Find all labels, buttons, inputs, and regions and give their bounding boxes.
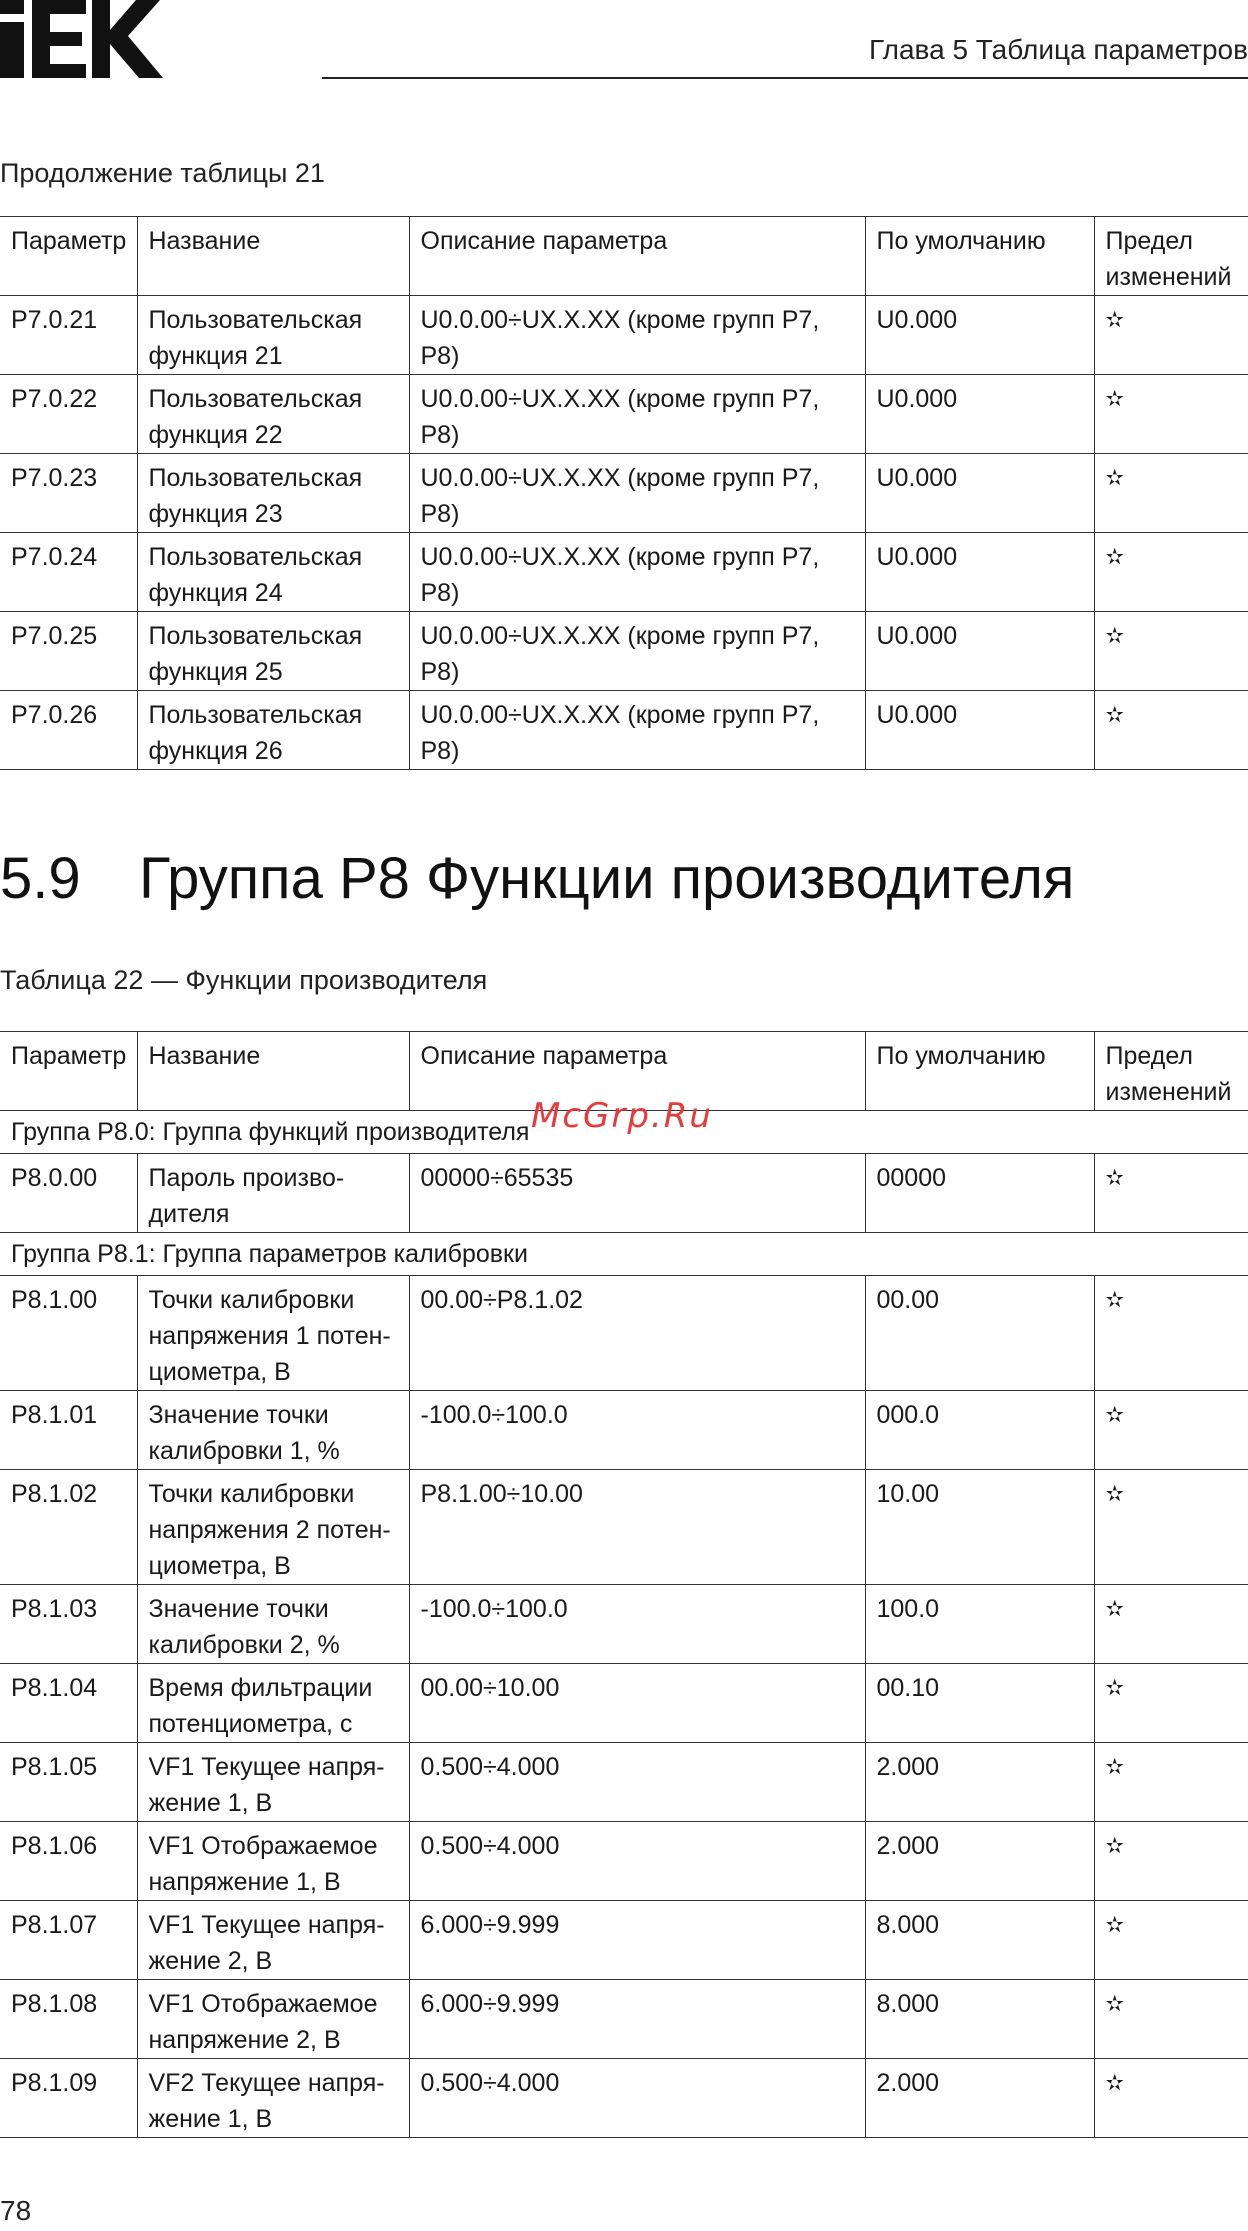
param-name: Пользовательская функция 21: [137, 296, 409, 375]
param-default: 2.000: [865, 1822, 1094, 1901]
param-code: P8.1.01: [0, 1391, 137, 1470]
section-title: Группа P8 Функции производителя: [139, 846, 1075, 911]
param-name: Пользовательская функция 26: [137, 691, 409, 770]
param-name: VF1 Отображаемое напряжение 1, В: [137, 1822, 409, 1901]
param-code: P8.1.04: [0, 1664, 137, 1743]
table22-caption: Таблица 22 — Функции производителя: [0, 965, 488, 995]
param-description: 6.000÷9.999: [409, 1901, 865, 1980]
param-default: 8.000: [865, 1901, 1094, 1980]
watermark-text: McGrp.Ru: [531, 1096, 713, 1136]
section-number: 5.9: [0, 846, 81, 911]
param-name: Пользовательская функция 22: [137, 375, 409, 454]
param-description: U0.0.00÷UX.X.XX (кроме групп P7, P8): [409, 296, 865, 375]
star-icon: ✫: [1094, 454, 1248, 533]
param-name: Пользовательская функция 25: [137, 612, 409, 691]
group-label: Группа P8.1: Группа параметров калибровки: [0, 1233, 1248, 1276]
param-code: P8.1.07: [0, 1901, 137, 1980]
table-row: [0, 454, 1248, 533]
param-description: 00000÷65535: [409, 1154, 865, 1233]
table-row: [0, 533, 1248, 612]
table-row: [0, 1664, 1248, 1743]
column-header: Параметр: [0, 1032, 137, 1111]
param-default: 2.000: [865, 1743, 1094, 1822]
param-description: P8.1.00÷10.00: [409, 1470, 865, 1585]
table21-header-row: [0, 217, 1248, 296]
table-row: [0, 1822, 1248, 1901]
param-code: P7.0.26: [0, 691, 137, 770]
param-name: VF1 Текущее напря-жение 1, В: [137, 1743, 409, 1822]
param-code: P8.1.00: [0, 1276, 137, 1391]
param-code: P7.0.21: [0, 296, 137, 375]
table-row: [0, 1585, 1248, 1664]
param-code: P8.1.08: [0, 1980, 137, 2059]
star-icon: ✫: [1094, 2059, 1248, 2138]
table-row: [0, 612, 1248, 691]
param-description: U0.0.00÷UX.X.XX (кроме групп P7, P8): [409, 612, 865, 691]
column-header: По умолчанию: [865, 217, 1094, 296]
param-default: U0.000: [865, 533, 1094, 612]
group-label: Группа P8.0: Группа функций производителя: [0, 1111, 1248, 1154]
star-icon: ✫: [1094, 1391, 1248, 1470]
param-name: Пароль произво-дителя: [137, 1154, 409, 1233]
param-default: 00.10: [865, 1664, 1094, 1743]
param-name: Точки калибровки напряжения 1 потен-циометра, В: [137, 1276, 409, 1391]
param-default: 000.0: [865, 1391, 1094, 1470]
param-description: 00.00÷P8.1.02: [409, 1276, 865, 1391]
table-row: [0, 2059, 1248, 2138]
column-header: Предел изменений: [1094, 217, 1248, 296]
param-default: 100.0: [865, 1585, 1094, 1664]
param-description: U0.0.00÷UX.X.XX (кроме групп P7, P8): [409, 375, 865, 454]
star-icon: ✫: [1094, 1154, 1248, 1233]
param-name: VF1 Отображаемое напряжение 2, В: [137, 1980, 409, 2059]
param-code: P7.0.24: [0, 533, 137, 612]
param-code: P8.1.09: [0, 2059, 137, 2138]
param-code: P8.0.00: [0, 1154, 137, 1233]
param-description: 00.00÷10.00: [409, 1664, 865, 1743]
star-icon: ✫: [1094, 1276, 1248, 1391]
table-row: [0, 1276, 1248, 1391]
table-row: [0, 691, 1248, 770]
param-default: 8.000: [865, 1980, 1094, 2059]
page-number: 78: [0, 2195, 32, 2226]
table-row: [0, 1743, 1248, 1822]
param-code: P8.1.02: [0, 1470, 137, 1585]
param-code: P7.0.22: [0, 375, 137, 454]
group-row: [0, 1233, 1248, 1276]
column-header: Описание параметра: [409, 217, 865, 296]
param-code: P8.1.03: [0, 1585, 137, 1664]
star-icon: ✫: [1094, 691, 1248, 770]
table21-caption: Продолжение таблицы 21: [0, 158, 325, 188]
star-icon: ✫: [1094, 533, 1248, 612]
section-heading: [0, 845, 1074, 912]
param-name: VF1 Текущее напря-жение 2, В: [137, 1901, 409, 1980]
param-description: U0.0.00÷UX.X.XX (кроме групп P7, P8): [409, 691, 865, 770]
param-name: Пользовательская функция 24: [137, 533, 409, 612]
param-code: P7.0.25: [0, 612, 137, 691]
param-description: 0.500÷4.000: [409, 1743, 865, 1822]
param-default: U0.000: [865, 612, 1094, 691]
param-name: VF2 Текущее напря-жение 1, В: [137, 2059, 409, 2138]
column-header: По умолчанию: [865, 1032, 1094, 1111]
param-code: P8.1.06: [0, 1822, 137, 1901]
chapter-title: Глава 5 Таблица параметров: [869, 34, 1248, 65]
table-row: [0, 1154, 1248, 1233]
param-code: P7.0.23: [0, 454, 137, 533]
column-header: Название: [137, 217, 409, 296]
param-default: U0.000: [865, 454, 1094, 533]
star-icon: ✫: [1094, 1980, 1248, 2059]
param-description: 6.000÷9.999: [409, 1980, 865, 2059]
param-default: 2.000: [865, 2059, 1094, 2138]
param-description: -100.0÷100.0: [409, 1391, 865, 1470]
column-header: Предел изменений: [1094, 1032, 1248, 1111]
star-icon: ✫: [1094, 1743, 1248, 1822]
column-header: Параметр: [0, 217, 137, 296]
table-row: [0, 1901, 1248, 1980]
param-description: U0.0.00÷UX.X.XX (кроме групп P7, P8): [409, 454, 865, 533]
table-row: [0, 1391, 1248, 1470]
iek-logo: [0, 0, 163, 78]
table-row: [0, 1980, 1248, 2059]
star-icon: ✫: [1094, 1470, 1248, 1585]
param-code: P8.1.05: [0, 1743, 137, 1822]
table-row: [0, 1470, 1248, 1585]
table22: [0, 1031, 1248, 2138]
param-description: -100.0÷100.0: [409, 1585, 865, 1664]
param-description: 0.500÷4.000: [409, 2059, 865, 2138]
header-rule: [322, 77, 1248, 79]
table-row: [0, 375, 1248, 454]
star-icon: ✫: [1094, 1822, 1248, 1901]
param-default: 00000: [865, 1154, 1094, 1233]
star-icon: ✫: [1094, 296, 1248, 375]
star-icon: ✫: [1094, 612, 1248, 691]
column-header: Описание параметра: [409, 1032, 865, 1111]
param-default: 00.00: [865, 1276, 1094, 1391]
star-icon: ✫: [1094, 1901, 1248, 1980]
param-default: 10.00: [865, 1470, 1094, 1585]
param-description: 0.500÷4.000: [409, 1822, 865, 1901]
star-icon: ✫: [1094, 1664, 1248, 1743]
table-row: [0, 296, 1248, 375]
param-name: Точки калибровки напряжения 2 потен-циометра, В: [137, 1470, 409, 1585]
param-name: Пользовательская функция 23: [137, 454, 409, 533]
param-name: Значение точки калибровки 2, %: [137, 1585, 409, 1664]
param-default: U0.000: [865, 375, 1094, 454]
star-icon: ✫: [1094, 1585, 1248, 1664]
param-default: U0.000: [865, 691, 1094, 770]
param-description: U0.0.00÷UX.X.XX (кроме групп P7, P8): [409, 533, 865, 612]
param-default: U0.000: [865, 296, 1094, 375]
table21: [0, 216, 1248, 770]
param-name: Время фильтрации потенциометра, с: [137, 1664, 409, 1743]
param-name: Значение точки калибровки 1, %: [137, 1391, 409, 1470]
column-header: Название: [137, 1032, 409, 1111]
star-icon: ✫: [1094, 375, 1248, 454]
